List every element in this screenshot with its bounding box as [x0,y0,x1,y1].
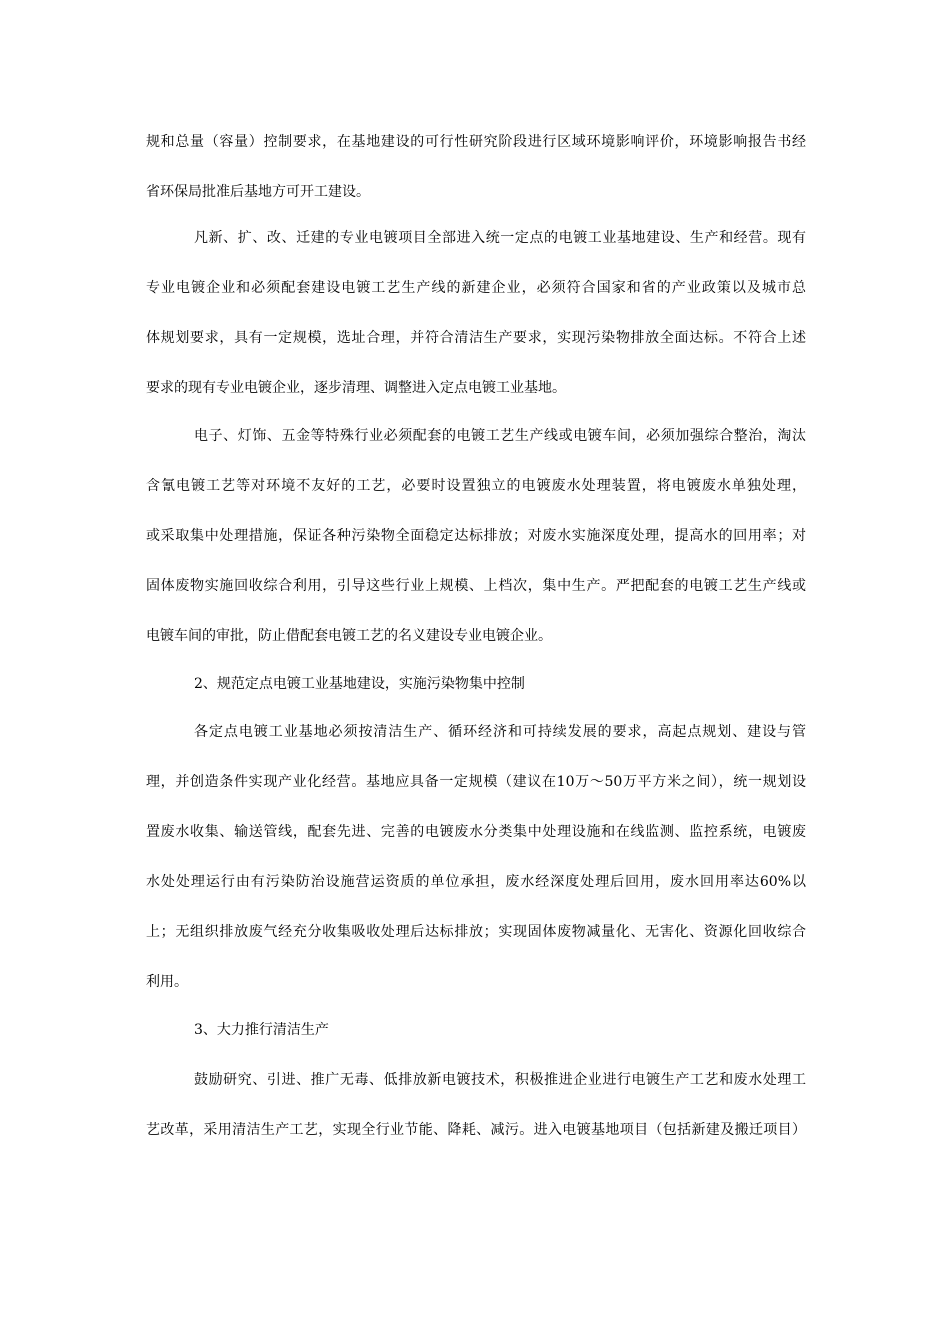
text-line: 省环保局批准后基地方可开工建设。 [146,184,370,200]
text-line: 电子、灯饰、五金等特殊行业必须配套的电镀工艺生产线或电镀车间，必须加强综合整治，淘汰 [194,428,806,444]
text-line: 固体废物实施回收综合利用，引导这些行业上规模、上档次，集中生产。严把配套的电镀工艺生产线或 [146,578,806,594]
text-line: 凡新、扩、改、迁建的专业电镀项目全部进入统一定点的电镀工业基地建设、生产和经营。现有 [194,230,806,246]
text-line: 体规划要求，具有一定规模，选址合理，并符合清洁生产要求，实现污染物排放全面达标。不符合上述 [146,330,806,346]
text-line: 理，并创造条件实现产业化经营。基地应具备一定规模（建议在10万～50万平方米之间），统一规划设 [146,774,806,790]
text-line: 专业电镀企业和必须配套建设电镀工艺生产线的新建企业，必须符合国家和省的产业政策以及城市总 [146,280,806,296]
text-line: 各定点电镀工业基地必须按清洁生产、循环经济和可持续发展的要求，高起点规划、建设与管 [194,724,806,740]
text-line: 鼓励研究、引进、推广无毒、低排放新电镀技术，积极推进企业进行电镀生产工艺和废水处理工 [194,1072,806,1088]
text-line: 或采取集中处理措施，保证各种污染物全面稳定达标排放；对废水实施深度处理，提高水的回用率；对 [146,528,806,544]
text-line: 利用。 [146,974,188,990]
text-line: 置废水收集、输送管线，配套先进、完善的电镀废水分类集中处理设施和在线监测、监控系统，电镀废 [146,824,806,840]
section-heading: 3、大力推行清洁生产 [194,1022,329,1038]
text-line: 艺改革，采用清洁生产工艺，实现全行业节能、降耗、减污。进入电镀基地项目（包括新建及搬迁项目） [146,1122,806,1138]
text-line: 上；无组织排放废气经充分收集吸收处理后达标排放；实现固体废物减量化、无害化、资源化回收综合 [146,924,806,940]
section-heading: 2、规范定点电镀工业基地建设，实施污染物集中控制 [194,676,525,692]
text-line: 规和总量（容量）控制要求，在基地建设的可行性研究阶段进行区域环境影响评价，环境影响报告书经 [146,134,806,150]
text-line: 要求的现有专业电镀企业，逐步清理、调整进入定点电镀工业基地。 [146,380,566,396]
text-line: 电镀车间的审批，防止借配套电镀工艺的名义建设专业电镀企业。 [146,628,552,644]
text-line: 水处处理运行由有污染防治设施营运资质的单位承担，废水经深度处理后回用，废水回用率达60%以 [146,874,806,890]
text-line: 含氰电镀工艺等对环境不友好的工艺，必要时设置独立的电镀废水处理装置，将电镀废水单独处理， [146,478,806,494]
